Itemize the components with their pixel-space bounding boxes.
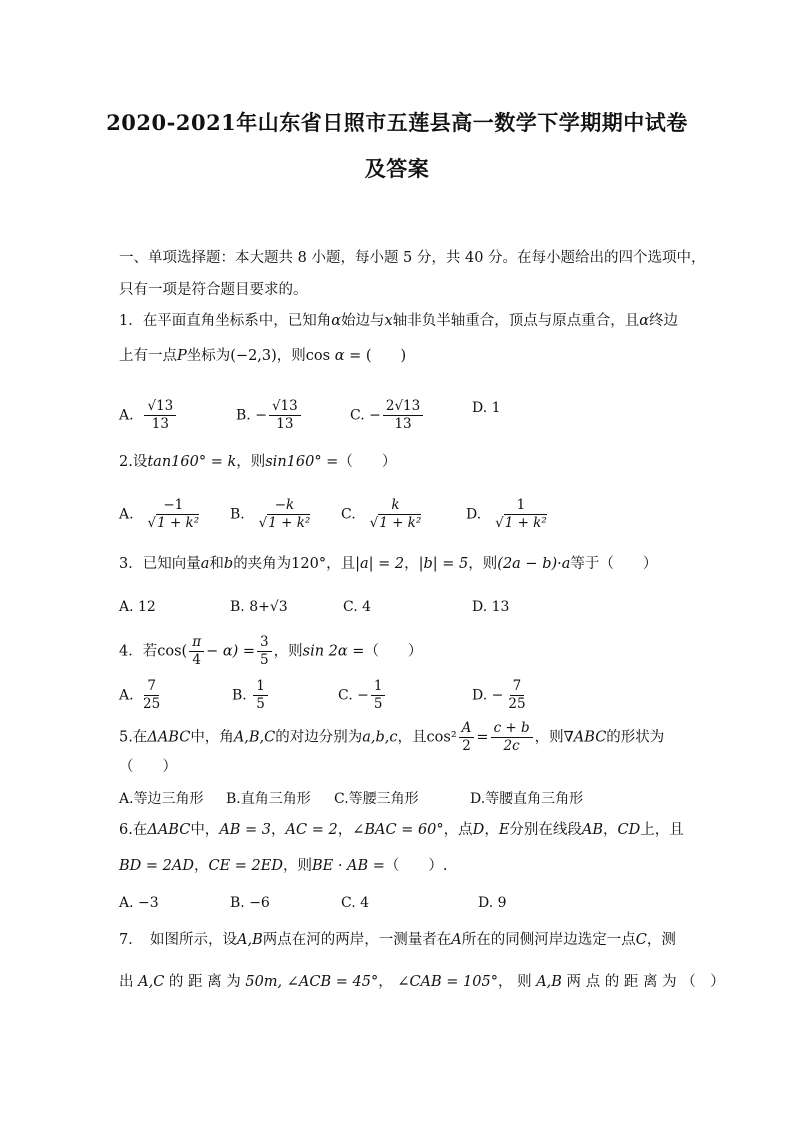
q2-option-d: D. $\frac{1}{\text{√1 + k²}}$ <box>466 497 547 531</box>
q6-option-b: B. −6 <box>230 895 270 911</box>
q3-stem: 3．已知向量a和b的夹角为120°，且|a| = 2，|b| = 5，则(2a − b)·a等于（ ） <box>119 556 658 572</box>
q5-option-d: D.等腰直角三角形 <box>470 791 584 807</box>
q4-stem: 4．若cos( $\frac{\pi}{4}$ − α) = $\frac{3}{5}$ ，则sin 2α =（ ） <box>119 634 423 668</box>
q3-option-b: B. 8+√3 <box>230 599 288 615</box>
q1-option-a: A. $\frac{√13}{13}$ <box>119 398 178 433</box>
q5-option-a: A.等边三角形 <box>119 791 204 807</box>
q3-option-a: A. 12 <box>119 599 156 615</box>
q2-stem: 2.设tan160° = k，则sin160° =（ ） <box>119 454 397 470</box>
title-line-2: 及答案 <box>364 156 430 181</box>
q6-line-2: BD = 2AD，CE = 2ED，则BE · AB =（ ）. <box>119 858 448 874</box>
sqrt-sign-icon: √ <box>147 515 157 531</box>
section-header-line-2: 只有一项是符合题目要求的。 <box>119 282 308 298</box>
sqrt-sign-icon: √ <box>258 515 268 531</box>
q1-line-2: 上有一点P坐标为(−2,3)，则cos α = ( ) <box>119 348 407 364</box>
q5-option-c: C.等腰三角形 <box>334 791 419 807</box>
q6-option-c: C. 4 <box>341 895 370 911</box>
q5-paren: （ ） <box>119 759 177 775</box>
q1-line-1: 1．在平面直角坐标系中，已知角α始边与x轴非负半轴重合，顶点与原点重合，且α终边 <box>119 313 679 329</box>
q1-option-c: C. − $\frac{2√13}{13}$ <box>350 398 425 433</box>
q6-option-d: D. 9 <box>478 895 507 911</box>
q4-option-d: D. − $\frac{7}{25}$ <box>472 678 526 712</box>
document-title <box>100 100 694 192</box>
q1-option-b: B. − $\frac{√13}{13}$ <box>236 398 303 433</box>
q5-option-b: B.直角三角形 <box>226 791 311 807</box>
q2-option-c: C. $\frac{k}{\text{√1 + k²}}$ <box>341 497 422 531</box>
q2-option-a: A. $\frac{-1}{\text{√1 + k²}}$ <box>119 497 200 531</box>
q3-option-d: D. 13 <box>472 599 510 615</box>
q4-option-b: B. $\frac{1}{5}$ <box>232 678 270 713</box>
sqrt-sign-icon: √ <box>495 515 504 531</box>
q4-option-c: C. − $\frac{1}{5}$ <box>338 678 387 713</box>
section-header-line-1: 一、单项选择题：本大题共 8 小题，每小题 5 分，共 40 分。在每小题给出的四个选项中， <box>119 250 706 266</box>
title-line-1: 2020-2021年山东省日照市五莲县高一数学下学期期中试卷 <box>106 110 688 135</box>
sqrt-sign-icon: √ <box>369 515 379 531</box>
q5-stem: 5.在ΔABC中，角A,B,C的对边分别为a,b,c，且cos² $\frac{A}{2}$ = $\frac{c + b}{2c}$ ，则∇ABC的形状为 <box>119 720 665 754</box>
q7-line-2: 出 A,C 的 距 离 为 50m, ∠ACB = 45°， ∠CAB = 105°， 则 A,B 两 点 的 距 离 为 （ ） <box>119 974 725 990</box>
q1-option-d: D. 1 <box>472 400 501 416</box>
q7-line-1: 7． 如图所示，设A,B两点在河的两岸，一测量者在A所在的同侧河岸边选定一点C，测 <box>119 932 676 948</box>
q6-line-1: 6.在ΔABC中，AB = 3，AC = 2，∠BAC = 60°，点D，E分别在线段AB，CD上，且 <box>119 822 684 838</box>
q4-option-a: A. $\frac{7}{25}$ <box>119 678 161 712</box>
q3-option-c: C. 4 <box>343 599 372 615</box>
q2-option-b: B. $\frac{-k}{\text{√1 + k²}}$ <box>230 497 311 531</box>
q6-option-a: A. −3 <box>119 895 159 911</box>
